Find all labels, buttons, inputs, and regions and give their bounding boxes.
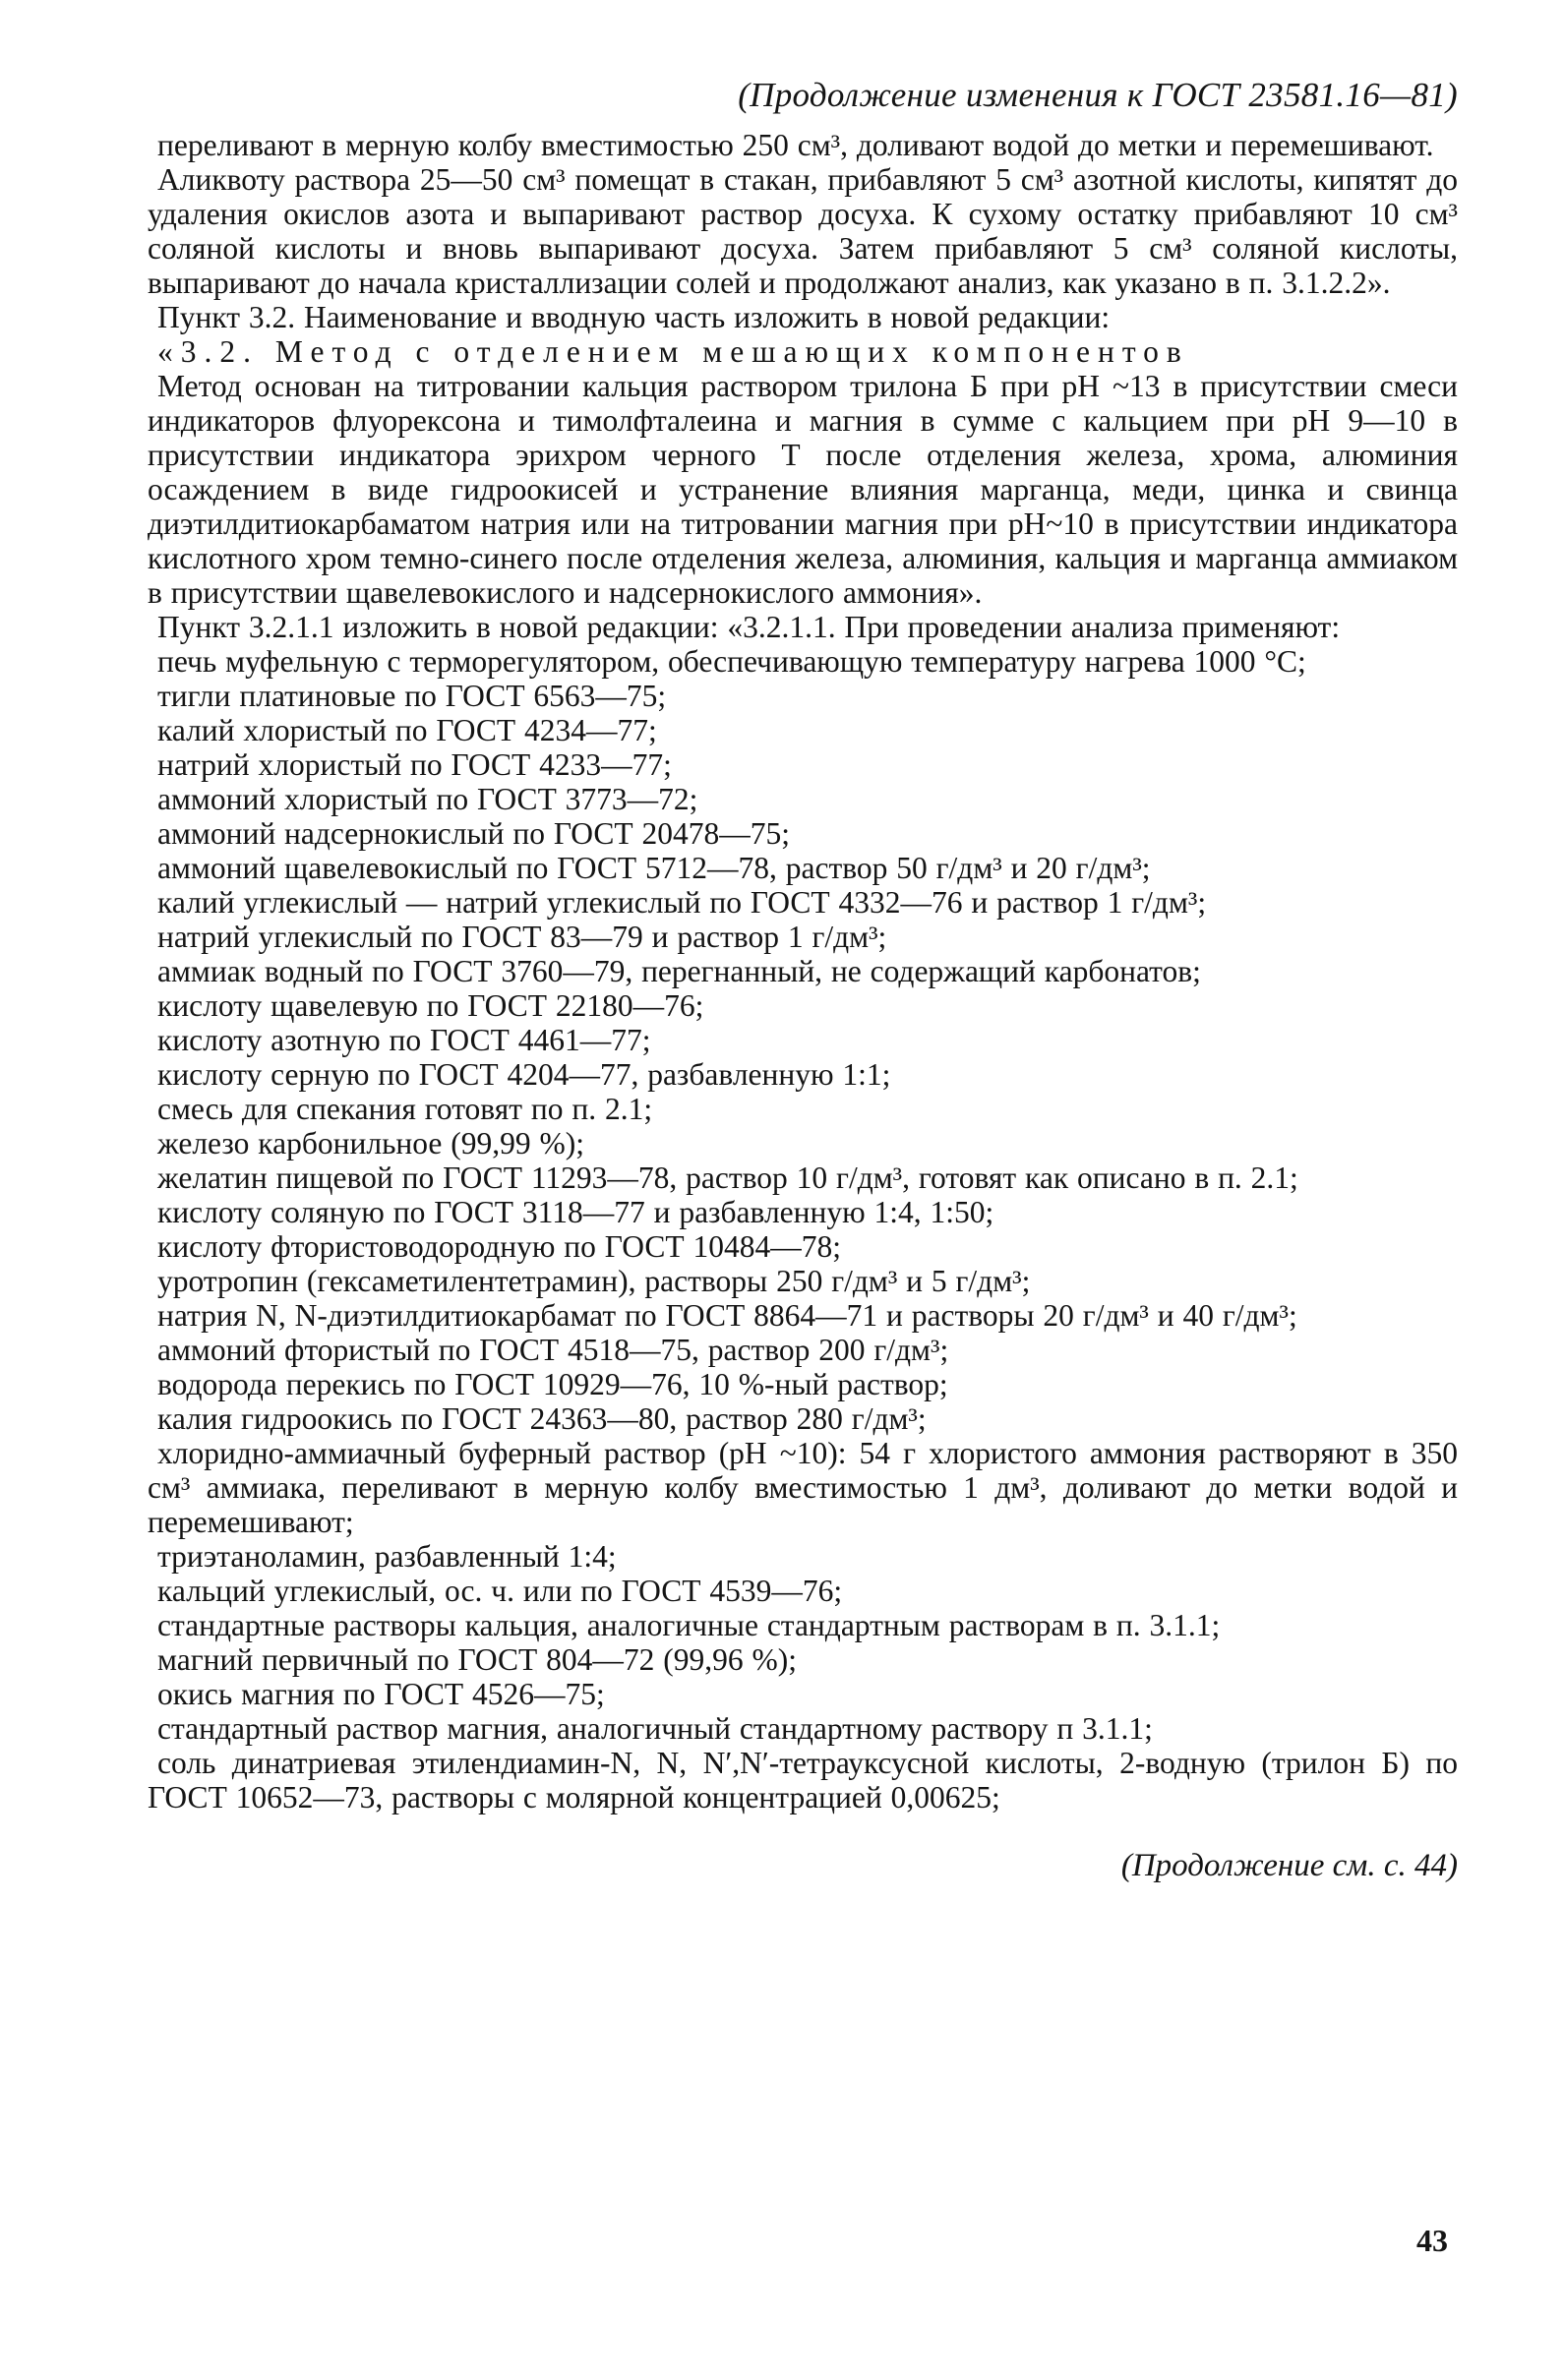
list-item: аммоний хлористый по ГОСТ 3773—72; <box>157 782 698 816</box>
section-heading: «3.2. Метод с отделением мешающих компонентов <box>157 334 1189 369</box>
running-header: (Продолжение изменения к ГОСТ 23581.16—81) <box>738 76 1458 114</box>
list-item: кислоту серную по ГОСТ 4204—77, разбавленную 1:1; <box>157 1057 891 1092</box>
page-number: 43 <box>1416 2223 1448 2258</box>
list-item: печь муфельную с терморегулятором, обеспечивающую температуру нагрева 1000 °С; <box>157 644 1306 679</box>
list-item: натрия N, N-диэтилдитиокарбамат по ГОСТ 8864—71 и растворы 20 г/дм³ и 40 г/дм³; <box>157 1298 1297 1333</box>
list-item: аммиак водный по ГОСТ 3760—79, перегнанный, не содержащий карбонатов; <box>157 954 1201 988</box>
list-item: кальций углекислый, ос. ч. или по ГОСТ 4539—76; <box>157 1574 843 1608</box>
list-item: аммоний фтористый по ГОСТ 4518—75, раствор 200 г/дм³; <box>157 1333 949 1367</box>
list-item: водорода перекись по ГОСТ 10929—76, 10 %-ный раствор; <box>157 1367 948 1401</box>
list-item: натрий хлористый по ГОСТ 4233—77; <box>157 747 672 782</box>
list-item: хлоридно-аммиачный буферный раствор (рН ~10): 54 г хлористого аммония растворяют в 350 см³ аммиака, переливают в мерную колбу вместимостью 1 дм³, доливают до метки водой и перемешивают; <box>148 1436 1458 1539</box>
page-body <box>148 128 1458 1815</box>
paragraph: Пункт 3.2. Наименование и вводную часть изложить в новой редакции: <box>157 300 1111 334</box>
list-item: желатин пищевой по ГОСТ 11293—78, раствор 10 г/дм³, готовят как описано в п. 2.1; <box>157 1160 1298 1195</box>
list-item: окись магния по ГОСТ 4526—75; <box>157 1677 605 1711</box>
list-item: калий хлористый по ГОСТ 4234—77; <box>157 713 657 747</box>
paragraph: Пункт 3.2.1.1 изложить в новой редакции: «3.2.1.1. При проведении анализа применяют: <box>157 610 1341 644</box>
paragraph: переливают в мерную колбу вместимостью 250 см³, доливают водой до метки и перемешивают. <box>157 128 1434 162</box>
list-item: натрий углекислый по ГОСТ 83—79 и раствор 1 г/дм³; <box>157 920 887 954</box>
list-item: тигли платиновые по ГОСТ 6563—75; <box>157 679 667 713</box>
list-item: стандартный раствор магния, аналогичный стандартному раствору п 3.1.1; <box>157 1711 1153 1746</box>
list-item: соль динатриевая этилендиамин-N, N, N′,N′-тетрауксусной кислоты, 2-водную (трилон Б) по ГОСТ 10652—73, растворы с молярной концентрацией 0,00625; <box>148 1746 1458 1815</box>
list-item: кислоту фтористоводородную по ГОСТ 10484—78; <box>157 1229 841 1264</box>
list-item: железо карбонильное (99,99 %); <box>157 1126 585 1160</box>
list-item: кислоту соляную по ГОСТ 3118—77 и разбавленную 1:4, 1:50; <box>157 1195 994 1229</box>
list-item: калий углекислый — натрий углекислый по ГОСТ 4332—76 и раствор 1 г/дм³; <box>157 885 1207 920</box>
list-item: уротропин (гексаметилентетрамин), растворы 250 г/дм³ и 5 г/дм³; <box>157 1264 1031 1298</box>
list-item: смесь для спекания готовят по п. 2.1; <box>157 1092 653 1126</box>
list-item: стандартные растворы кальция, аналогичные стандартным растворам в п. 3.1.1; <box>157 1608 1221 1642</box>
list-item: калия гидроокись по ГОСТ 24363—80, раствор 280 г/дм³; <box>157 1401 927 1436</box>
list-item: кислоту щавелевую по ГОСТ 22180—76; <box>157 988 704 1023</box>
list-item: триэтаноламин, разбавленный 1:4; <box>157 1539 617 1574</box>
paragraph: Метод основан на титровании кальция раствором трилона Б при рН ~13 в присутствии смеси индикаторов флуорексона и тимолфталеина и магния в сумме с кальцием при рН 9—10 в присутствии индикатора эрихром черного Т после отделения железа, хрома, алюминия осаждением в виде гидроокисей и устранение влияния марганца, меди, цинка и свинца диэтилдитиокарбаматом натрия или на титровании магния при рН~10 в присутствии индикатора кислотного хром темно-синего после отделения железа, алюминия, кальция и марганца аммиаком в присутствии щавелевокислого и надсернокислого аммония». <box>148 369 1458 610</box>
list-item: магний первичный по ГОСТ 804—72 (99,96 %); <box>157 1642 797 1677</box>
list-item: аммоний надсернокислый по ГОСТ 20478—75; <box>157 816 791 851</box>
continuation-note: (Продолжение см. с. 44) <box>1120 1848 1458 1883</box>
list-item: кислоту азотную по ГОСТ 4461—77; <box>157 1023 651 1057</box>
list-item: аммоний щавелевокислый по ГОСТ 5712—78, раствор 50 г/дм³ и 20 г/дм³; <box>157 851 1151 885</box>
paragraph: Аликвоту раствора 25—50 см³ помещат в стакан, прибавляют 5 см³ азотной кислоты, кипятят до удаления окислов азота и выпаривают раствор досуха. К сухому остатку прибавляют 10 см³ соляной кислоты и вновь выпаривают досуха. Затем прибавляют 5 см³ соляной кислоты, выпаривают до начала кристаллизации солей и продолжают анализ, как указано в п. 3.1.2.2». <box>148 162 1458 300</box>
